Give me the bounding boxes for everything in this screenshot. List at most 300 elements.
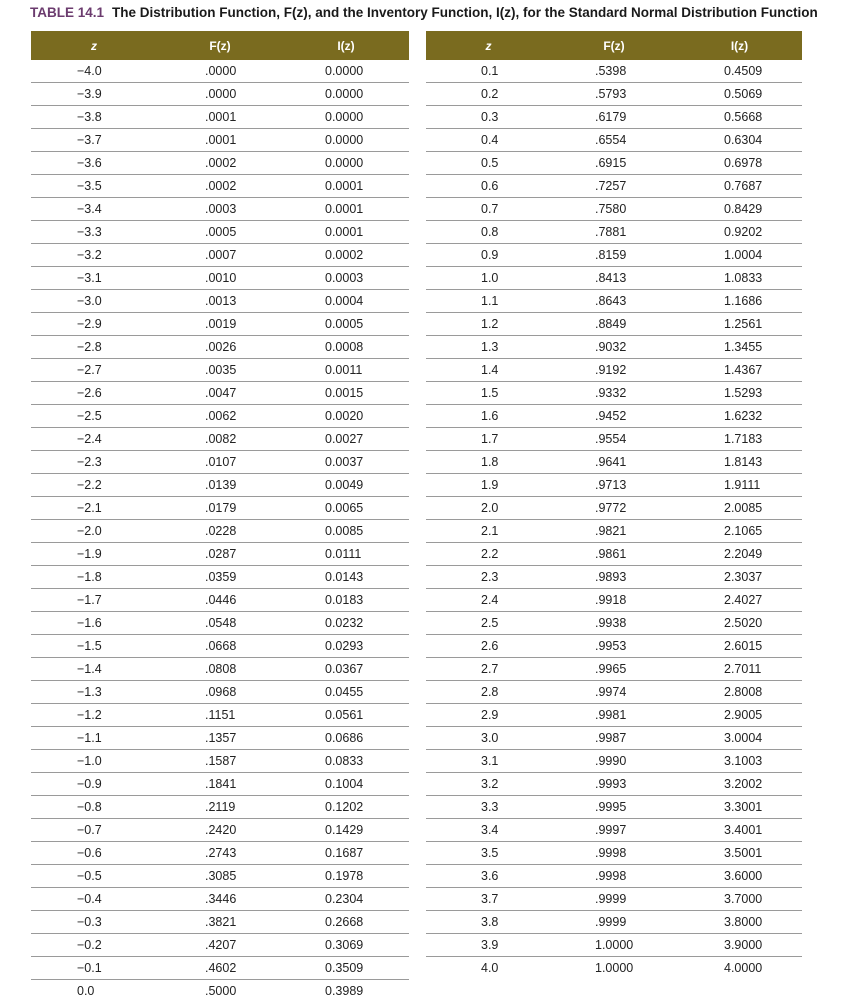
f-cell: .0007 — [157, 244, 283, 267]
i-cell: 0.7687 — [677, 175, 802, 198]
f-cell: .0002 — [157, 152, 283, 175]
f-cell: .0010 — [157, 267, 283, 290]
f-cell: .9965 — [551, 658, 677, 681]
i-cell: 1.1686 — [677, 290, 802, 313]
i-cell: 0.0003 — [283, 267, 409, 290]
f-cell: 1.0000 — [551, 934, 677, 957]
i-cell: 1.7183 — [677, 428, 802, 451]
f-cell: .9999 — [551, 911, 677, 934]
table-row — [31, 106, 409, 129]
table-row — [426, 842, 802, 865]
i-cell: 1.3455 — [677, 336, 802, 359]
i-cell: 0.0011 — [283, 359, 409, 382]
z-cell: 1.0 — [426, 267, 551, 290]
table-row — [31, 474, 409, 497]
i-cell: 2.1065 — [677, 520, 802, 543]
table-row — [31, 290, 409, 313]
i-cell: 0.0686 — [283, 727, 409, 750]
z-cell: −2.4 — [31, 428, 157, 451]
i-cell: 0.3989 — [283, 980, 409, 1002]
right-header-z: z — [426, 31, 551, 60]
z-cell: 2.2 — [426, 543, 551, 566]
i-cell: 1.5293 — [677, 382, 802, 405]
i-cell: 0.0008 — [283, 336, 409, 359]
z-cell: 0.6 — [426, 175, 551, 198]
table-row — [426, 221, 802, 244]
table-row — [31, 957, 409, 980]
f-cell: .8413 — [551, 267, 677, 290]
i-cell: 0.1978 — [283, 865, 409, 888]
i-cell: 0.0000 — [283, 83, 409, 106]
i-cell: 2.4027 — [677, 589, 802, 612]
table-row — [426, 589, 802, 612]
table-row — [426, 198, 802, 221]
table-row — [31, 520, 409, 543]
table-row — [426, 382, 802, 405]
table-row — [31, 83, 409, 106]
i-cell: 0.0004 — [283, 290, 409, 313]
table-row — [31, 198, 409, 221]
f-cell: .9772 — [551, 497, 677, 520]
i-cell: 0.9202 — [677, 221, 802, 244]
table-row — [426, 405, 802, 428]
i-cell: 0.0455 — [283, 681, 409, 704]
i-cell: 3.3001 — [677, 796, 802, 819]
i-cell: 0.3509 — [283, 957, 409, 980]
i-cell: 0.0561 — [283, 704, 409, 727]
left-header-i: I(z) — [283, 31, 409, 60]
table-row — [31, 336, 409, 359]
f-cell: .9953 — [551, 635, 677, 658]
f-cell: .3085 — [157, 865, 283, 888]
z-cell: 3.1 — [426, 750, 551, 773]
table-row — [31, 60, 409, 83]
z-cell: −3.4 — [31, 198, 157, 221]
table-row — [31, 382, 409, 405]
z-cell: 1.4 — [426, 359, 551, 382]
left-table — [31, 31, 409, 1002]
f-cell: .8849 — [551, 313, 677, 336]
f-cell: .4602 — [157, 957, 283, 980]
z-cell: −2.2 — [31, 474, 157, 497]
i-cell: 1.2561 — [677, 313, 802, 336]
z-cell: 1.8 — [426, 451, 551, 474]
z-cell: 3.5 — [426, 842, 551, 865]
f-cell: .6915 — [551, 152, 677, 175]
z-cell: −2.7 — [31, 359, 157, 382]
z-cell: 2.0 — [426, 497, 551, 520]
i-cell: 0.0002 — [283, 244, 409, 267]
f-cell: .9987 — [551, 727, 677, 750]
i-cell: 4.0000 — [677, 957, 802, 980]
z-cell: 1.2 — [426, 313, 551, 336]
table-row — [31, 129, 409, 152]
table-row — [31, 842, 409, 865]
table-row — [426, 773, 802, 796]
i-cell: 0.0065 — [283, 497, 409, 520]
table-row — [31, 888, 409, 911]
i-cell: 0.6978 — [677, 152, 802, 175]
table-row — [426, 934, 802, 957]
i-cell: 2.6015 — [677, 635, 802, 658]
z-cell: −0.6 — [31, 842, 157, 865]
z-cell: −0.5 — [31, 865, 157, 888]
z-cell: −0.7 — [31, 819, 157, 842]
f-cell: .0139 — [157, 474, 283, 497]
f-cell: .0001 — [157, 106, 283, 129]
f-cell: .5793 — [551, 83, 677, 106]
right-table-body — [426, 60, 802, 979]
table-row — [426, 612, 802, 635]
i-cell: 0.1004 — [283, 773, 409, 796]
table-row — [31, 796, 409, 819]
i-cell: 0.1429 — [283, 819, 409, 842]
table-row — [426, 428, 802, 451]
table-row — [426, 911, 802, 934]
f-cell: .9981 — [551, 704, 677, 727]
i-cell: 2.0085 — [677, 497, 802, 520]
f-cell: .0035 — [157, 359, 283, 382]
z-cell: −3.0 — [31, 290, 157, 313]
z-cell: 1.9 — [426, 474, 551, 497]
i-cell: 0.0232 — [283, 612, 409, 635]
i-cell: 3.5001 — [677, 842, 802, 865]
z-cell: −2.8 — [31, 336, 157, 359]
f-cell: .9995 — [551, 796, 677, 819]
i-cell: 0.0111 — [283, 543, 409, 566]
f-cell: .9641 — [551, 451, 677, 474]
i-cell: 0.0001 — [283, 198, 409, 221]
i-cell: 3.8000 — [677, 911, 802, 934]
i-cell: 2.2049 — [677, 543, 802, 566]
f-cell: .0005 — [157, 221, 283, 244]
table-number: TABLE 14.1 — [30, 5, 104, 20]
z-cell: 0.3 — [426, 106, 551, 129]
i-cell: 0.0833 — [283, 750, 409, 773]
table-row — [31, 267, 409, 290]
i-cell: 0.2668 — [283, 911, 409, 934]
i-cell: 0.0049 — [283, 474, 409, 497]
z-cell: −1.6 — [31, 612, 157, 635]
i-cell: 2.7011 — [677, 658, 802, 681]
left-header-z: z — [31, 31, 157, 60]
i-cell: 0.6304 — [677, 129, 802, 152]
table-row — [426, 819, 802, 842]
z-cell: −2.6 — [31, 382, 157, 405]
i-cell: 1.6232 — [677, 405, 802, 428]
table-row — [426, 727, 802, 750]
i-cell: 0.5069 — [677, 83, 802, 106]
f-cell: .9332 — [551, 382, 677, 405]
z-cell: 0.8 — [426, 221, 551, 244]
f-cell: .0359 — [157, 566, 283, 589]
table-row — [426, 83, 802, 106]
f-cell: .9554 — [551, 428, 677, 451]
i-cell: 0.1687 — [283, 842, 409, 865]
f-cell: .9974 — [551, 681, 677, 704]
z-cell: 3.4 — [426, 819, 551, 842]
f-cell: .0026 — [157, 336, 283, 359]
f-cell: .0446 — [157, 589, 283, 612]
z-cell: −3.6 — [31, 152, 157, 175]
z-cell: −1.4 — [31, 658, 157, 681]
table-row — [31, 773, 409, 796]
z-cell: 3.6 — [426, 865, 551, 888]
i-cell: 0.0005 — [283, 313, 409, 336]
f-cell: .1151 — [157, 704, 283, 727]
table-row — [426, 543, 802, 566]
i-cell: 0.0027 — [283, 428, 409, 451]
table-row — [426, 359, 802, 382]
f-cell: .9990 — [551, 750, 677, 773]
f-cell: .0019 — [157, 313, 283, 336]
left-table-body — [31, 60, 409, 1002]
i-cell: 0.8429 — [677, 198, 802, 221]
i-cell: 1.8143 — [677, 451, 802, 474]
table-row — [31, 405, 409, 428]
z-cell: 3.7 — [426, 888, 551, 911]
z-cell: −0.4 — [31, 888, 157, 911]
table-row — [426, 566, 802, 589]
table-row — [426, 796, 802, 819]
z-cell: 0.0 — [31, 980, 157, 1002]
z-cell: 3.3 — [426, 796, 551, 819]
z-cell: 2.5 — [426, 612, 551, 635]
table-row — [31, 313, 409, 336]
z-cell: −3.1 — [31, 267, 157, 290]
i-cell: 1.0004 — [677, 244, 802, 267]
i-cell: 2.5020 — [677, 612, 802, 635]
f-cell: .0062 — [157, 405, 283, 428]
table-row — [426, 244, 802, 267]
z-cell: −1.3 — [31, 681, 157, 704]
f-cell: .9993 — [551, 773, 677, 796]
table-row — [426, 267, 802, 290]
table-row — [426, 520, 802, 543]
z-cell: −0.1 — [31, 957, 157, 980]
i-cell: 0.0183 — [283, 589, 409, 612]
f-cell: .2420 — [157, 819, 283, 842]
z-cell: −2.0 — [31, 520, 157, 543]
left-header-row — [31, 31, 409, 60]
i-cell: 3.4001 — [677, 819, 802, 842]
table-row — [31, 704, 409, 727]
f-cell: .9998 — [551, 842, 677, 865]
z-cell: 2.1 — [426, 520, 551, 543]
f-cell: .9999 — [551, 888, 677, 911]
f-cell: .0013 — [157, 290, 283, 313]
f-cell: .0000 — [157, 83, 283, 106]
table-row — [31, 497, 409, 520]
right-table — [426, 31, 802, 979]
f-cell: .8643 — [551, 290, 677, 313]
table-row — [31, 635, 409, 658]
z-cell: 2.9 — [426, 704, 551, 727]
table-row — [426, 313, 802, 336]
z-cell: −3.7 — [31, 129, 157, 152]
z-cell: −2.3 — [31, 451, 157, 474]
i-cell: 2.9005 — [677, 704, 802, 727]
f-cell: .7881 — [551, 221, 677, 244]
f-cell: 1.0000 — [551, 957, 677, 980]
table-row — [426, 336, 802, 359]
table-row — [426, 704, 802, 727]
f-cell: .0082 — [157, 428, 283, 451]
f-cell: .0287 — [157, 543, 283, 566]
i-cell: 0.0001 — [283, 175, 409, 198]
table-row — [31, 681, 409, 704]
i-cell: 0.0143 — [283, 566, 409, 589]
z-cell: 1.1 — [426, 290, 551, 313]
z-cell: 3.2 — [426, 773, 551, 796]
i-cell: 0.3069 — [283, 934, 409, 957]
f-cell: .9893 — [551, 566, 677, 589]
table-row — [31, 451, 409, 474]
i-cell: 0.0037 — [283, 451, 409, 474]
z-cell: −0.2 — [31, 934, 157, 957]
table-row — [426, 497, 802, 520]
right-header-row — [426, 31, 802, 60]
f-cell: .9713 — [551, 474, 677, 497]
i-cell: 0.1202 — [283, 796, 409, 819]
i-cell: 1.4367 — [677, 359, 802, 382]
i-cell: 0.0000 — [283, 106, 409, 129]
z-cell: −1.9 — [31, 543, 157, 566]
f-cell: .9452 — [551, 405, 677, 428]
z-cell: −1.5 — [31, 635, 157, 658]
table-row — [426, 888, 802, 911]
f-cell: .0228 — [157, 520, 283, 543]
z-cell: −1.7 — [31, 589, 157, 612]
z-cell: 1.6 — [426, 405, 551, 428]
f-cell: .9032 — [551, 336, 677, 359]
left-header-f: F(z) — [157, 31, 283, 60]
right-header-f: F(z) — [551, 31, 677, 60]
z-cell: 3.9 — [426, 934, 551, 957]
i-cell: 0.2304 — [283, 888, 409, 911]
z-cell: 4.0 — [426, 957, 551, 980]
table-row — [426, 635, 802, 658]
z-cell: 0.5 — [426, 152, 551, 175]
i-cell: 3.2002 — [677, 773, 802, 796]
z-cell: −1.1 — [31, 727, 157, 750]
z-cell: −0.8 — [31, 796, 157, 819]
z-cell: 2.4 — [426, 589, 551, 612]
z-cell: −1.2 — [31, 704, 157, 727]
z-cell: 1.7 — [426, 428, 551, 451]
table-row — [31, 543, 409, 566]
z-cell: 0.4 — [426, 129, 551, 152]
f-cell: .9821 — [551, 520, 677, 543]
i-cell: 3.1003 — [677, 750, 802, 773]
table-row — [31, 244, 409, 267]
table-row — [426, 750, 802, 773]
table-row — [426, 957, 802, 980]
f-cell: .1587 — [157, 750, 283, 773]
table-row — [31, 175, 409, 198]
table-row — [426, 175, 802, 198]
f-cell: .5000 — [157, 980, 283, 1002]
f-cell: .0668 — [157, 635, 283, 658]
z-cell: −2.5 — [31, 405, 157, 428]
i-cell: 0.0367 — [283, 658, 409, 681]
i-cell: 3.7000 — [677, 888, 802, 911]
i-cell: 0.0293 — [283, 635, 409, 658]
f-cell: .2743 — [157, 842, 283, 865]
table-row — [31, 865, 409, 888]
i-cell: 2.8008 — [677, 681, 802, 704]
f-cell: .9918 — [551, 589, 677, 612]
i-cell: 0.4509 — [677, 60, 802, 83]
f-cell: .2119 — [157, 796, 283, 819]
z-cell: −3.8 — [31, 106, 157, 129]
table-title: The Distribution Function, F(z), and the Inventory Function, I(z), for the Standard Normal Distribution Function — [112, 5, 818, 20]
f-cell: .0179 — [157, 497, 283, 520]
f-cell: .9192 — [551, 359, 677, 382]
table-row — [31, 934, 409, 957]
f-cell: .9998 — [551, 865, 677, 888]
f-cell: .9861 — [551, 543, 677, 566]
i-cell: 3.9000 — [677, 934, 802, 957]
z-cell: 2.6 — [426, 635, 551, 658]
f-cell: .3446 — [157, 888, 283, 911]
i-cell: 0.0000 — [283, 152, 409, 175]
i-cell: 0.0000 — [283, 129, 409, 152]
f-cell: .0808 — [157, 658, 283, 681]
z-cell: −3.2 — [31, 244, 157, 267]
f-cell: .7580 — [551, 198, 677, 221]
table-row — [31, 750, 409, 773]
z-cell: 3.0 — [426, 727, 551, 750]
table-row — [426, 474, 802, 497]
z-cell: −3.9 — [31, 83, 157, 106]
f-cell: .4207 — [157, 934, 283, 957]
i-cell: 3.0004 — [677, 727, 802, 750]
i-cell: 3.6000 — [677, 865, 802, 888]
f-cell: .8159 — [551, 244, 677, 267]
z-cell: 2.3 — [426, 566, 551, 589]
z-cell: −3.3 — [31, 221, 157, 244]
i-cell: 0.0020 — [283, 405, 409, 428]
f-cell: .0003 — [157, 198, 283, 221]
right-header-i: I(z) — [677, 31, 802, 60]
table-row — [426, 681, 802, 704]
table-row — [426, 60, 802, 83]
f-cell: .6554 — [551, 129, 677, 152]
i-cell: 0.0001 — [283, 221, 409, 244]
table-row — [426, 451, 802, 474]
i-cell: 0.0000 — [283, 60, 409, 83]
z-cell: −3.5 — [31, 175, 157, 198]
z-cell: −2.9 — [31, 313, 157, 336]
table-row — [31, 589, 409, 612]
z-cell: 3.8 — [426, 911, 551, 934]
z-cell: −1.8 — [31, 566, 157, 589]
i-cell: 0.0085 — [283, 520, 409, 543]
f-cell: .1357 — [157, 727, 283, 750]
table-row — [426, 865, 802, 888]
i-cell: 1.9111 — [677, 474, 802, 497]
f-cell: .0000 — [157, 60, 283, 83]
z-cell: −4.0 — [31, 60, 157, 83]
table-row — [31, 428, 409, 451]
table-row — [31, 727, 409, 750]
z-cell: −1.0 — [31, 750, 157, 773]
f-cell: .9997 — [551, 819, 677, 842]
f-cell: .0002 — [157, 175, 283, 198]
table-row — [31, 566, 409, 589]
table-row — [31, 221, 409, 244]
